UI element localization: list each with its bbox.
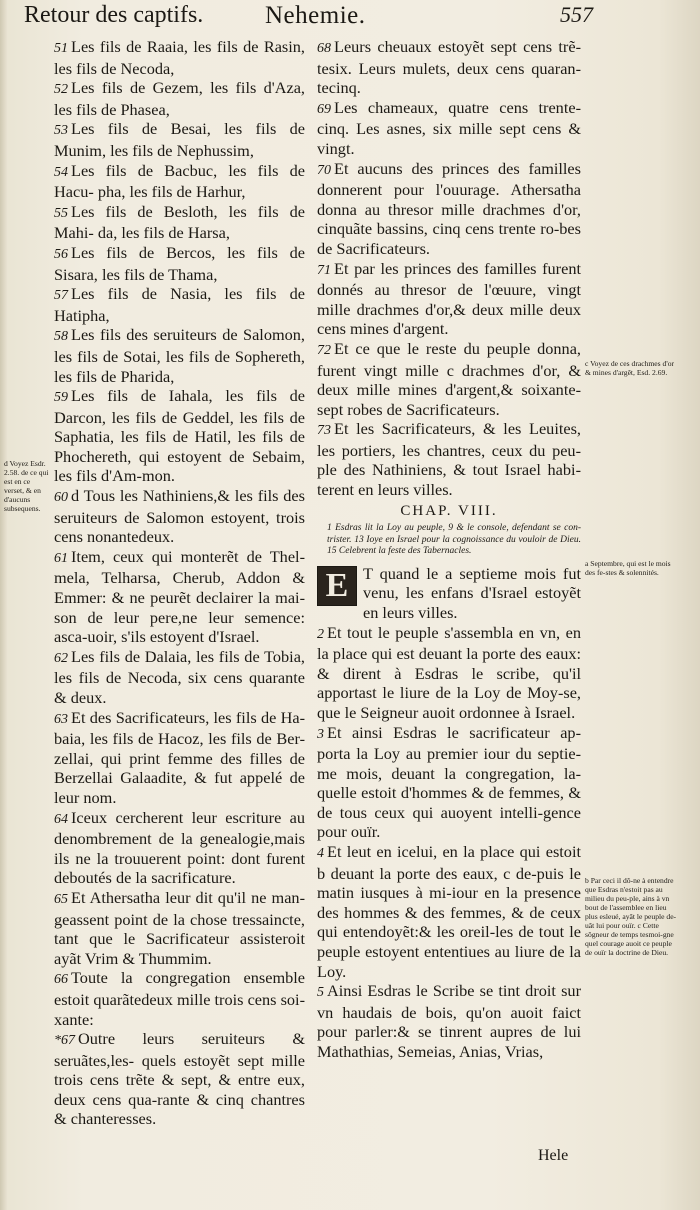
verse-text: Toute la congregation ensemble <box>71 968 305 988</box>
verse-number: 64 <box>54 811 68 827</box>
verse-continuation: denombrement de la genealogie,mais ils ne la trouuerent point: dont furent deboutés de la sacrificature. <box>54 829 305 888</box>
verse <box>317 419 581 499</box>
left-column <box>54 37 305 1129</box>
verse-number: 55 <box>54 205 68 221</box>
verse-continuation: les portiers, les chantres, ceux du peu-ple des Nathiniens, & tout Israel habi-terent en leurs villes. <box>317 440 581 500</box>
verse-text: Et tout le peuple s'assembla en vn, <box>327 622 561 642</box>
verse-number: 65 <box>54 891 68 907</box>
margin-note-b: b Par ceci il dõ-ne à entendre que Esdras n'estoit pas au milieu du peu-ple, ains à vn bout de l'assemblee en lieu plus esleué, ayãt le peuple de-uãt lui pour ouïr. c Cette sõgneur de temps tesmoi-gne quel courage auoit ce peuple de ouïr la doctrine de Dieu. <box>585 876 677 957</box>
verse <box>54 888 305 968</box>
page-number: 557 <box>560 2 593 27</box>
verse-text: Les fils de Bercos, les fils de Sisara, <box>54 242 305 284</box>
verse-number: 72 <box>317 342 331 358</box>
verse-continuation: geassent point de la chose tressaincte, tant que le Sacrificateur assisteroit ayãt Vrim & Thummim. <box>54 909 305 968</box>
verse <box>317 98 581 159</box>
verse-text: d Tous les Nathiniens,& les fils des <box>71 486 305 506</box>
verse <box>54 968 305 1029</box>
verse <box>317 623 581 723</box>
verse-continuation: tesix. Leurs mulets, deux cens quaran-tecinq. <box>317 58 581 98</box>
verse-text: Item, ceux qui monterẽt de Thel- <box>71 546 305 566</box>
catchword: Hele <box>538 1147 569 1164</box>
verse-continuation: fils de Necoda, <box>76 58 175 78</box>
verse <box>317 37 581 98</box>
verse-text: Les fils de Dalaia, les fils de Tobia, <box>71 646 305 666</box>
verse <box>54 486 305 547</box>
verse <box>317 723 581 843</box>
verse <box>54 161 305 202</box>
opening-text: T quand le a septieme mois fut venu, les enfans d'Israel estoyẽt en leurs villes. <box>363 563 581 622</box>
verse-continuation: estoit quarãtedeux mille trois cens soi-xante: <box>54 989 305 1029</box>
verse-text: Et des Sacrificateurs, les fils de Ha- <box>71 707 305 727</box>
verse-number: 53 <box>54 123 68 139</box>
right-column <box>317 37 581 1062</box>
verse-continuation: en la place qui est deuant la porte des eaux: & dirent à Esdras le scribe, qu'il apportast le liure de la Loy de Moy-se, que le Seigneur auoit ordonnee à Israel. <box>317 622 581 722</box>
verse-continuation: les fils de Geddel, les fils de Saphatia, les fils de Hatil, les fils de Phochereth, qui estoyent de Sebaim, les fils d'Am-mon. <box>54 407 305 486</box>
verse <box>317 981 581 1061</box>
verse-number: 51 <box>54 41 68 56</box>
running-head: Retour des captifs. <box>24 2 204 28</box>
verse-text: Ainsi Esdras le Scribe se tint droit <box>327 981 556 1001</box>
verse-text: Leurs cheuaux estoyẽt sept cens trẽ- <box>334 37 581 56</box>
verse-continuation: les fils de Nephussim, <box>110 140 254 160</box>
verse-text: Et Athersatha leur dit qu'il ne man- <box>71 887 305 907</box>
verse <box>54 119 305 160</box>
verse <box>54 78 305 119</box>
verse-number: 57 <box>54 288 68 304</box>
verse-continuation: les fils de Necoda, six cens quarante & deux. <box>54 668 305 707</box>
chapter-heading: CHAP. VIII. <box>400 502 498 519</box>
verse-continuation: cinq. Les asnes, six mille sept cens & vingt. <box>317 119 581 158</box>
verse-number: 60 <box>54 490 68 506</box>
verse-continuation: da, les fils de Harsa, <box>97 223 230 243</box>
verse-continuation: estoit b deuant la porte des eaux, c de-puis le matin iusques à mi-iour en la presence des hommes & des femmes, & de ceux qui entendoyẽt:& les oreil-les de tout le peuple estoyent ententiues au liure de la Loy. <box>317 842 581 981</box>
right-verses-after-chapter <box>317 623 581 1062</box>
verse-continuation: quels estoyẽt sept mille trois cens trẽte & sept, & entre eux, deux cens qua-rante & cinq chantres & chanteresses. <box>54 1050 305 1129</box>
verse-number: 52 <box>54 82 68 98</box>
verse-text: Et aucuns des princes des familles <box>334 158 581 178</box>
verse-number: 4 <box>317 846 324 862</box>
verse-number: 66 <box>54 972 68 988</box>
verse-text: Les fils de Iahala, les fils de Darcon, <box>54 386 305 427</box>
verse-number: 3 <box>317 726 324 742</box>
verse-text: Les fils de Besloth, les fils de Mahi- <box>54 201 305 243</box>
verse-number: 70 <box>317 162 331 178</box>
verse <box>54 708 305 808</box>
verse-text: Et leut en icelui, en la place qui <box>327 842 541 862</box>
verse-number: 61 <box>54 550 68 566</box>
right-verses-before-chapter <box>317 37 581 500</box>
chapter-summary: 1 Esdras lit la Loy au peuple, 9 & le console, defendant se con-trister. 13 Ioye en Israel pour la cognoissance du vouloir de Dieu. 15 Celebrent la feste des Tabernacles. <box>327 523 581 557</box>
page-gutter-shadow <box>0 0 8 1210</box>
drop-cap: E <box>317 566 357 606</box>
verse-text: Les fils de Raaia, les fils de Rasin, les <box>54 37 305 78</box>
verse <box>54 37 305 78</box>
verse-number: 69 <box>317 101 331 117</box>
verse <box>317 842 581 981</box>
margin-note-c: c Voyez de ces drachmes d'or & mines d'argẽt, Esd. 2.69. <box>585 359 675 377</box>
verse-continuation: les fils de Thama, <box>101 264 218 284</box>
verse-continuation: pha, les fils de Harhur, <box>97 182 246 202</box>
verse <box>54 243 305 284</box>
verse-text: Outre leurs seruiteurs & seruãtes,les- <box>54 1029 305 1070</box>
verse <box>54 647 305 708</box>
verse-text: Les chameaux, quatre cens trente- <box>334 97 581 117</box>
verse-number: 54 <box>54 164 68 180</box>
chapter-opening <box>317 564 581 623</box>
verse-text: Et ce que le reste du peuple donna, <box>334 338 581 358</box>
verse-continuation: furent vingt mille c drachmes d'or, & deux mille mines d'argent,& soixante-sept robes de Sacrificateurs. <box>317 360 581 419</box>
verse-continuation: seruiteurs de Salomon estoyent, trois cens nonantedeux. <box>54 507 305 547</box>
margin-note-d: d Voyez Esdr. 2.58. de ce qui est en ce verset, & en d'aucuns subsequens. <box>4 459 49 513</box>
verse-number: 58 <box>54 329 68 345</box>
verse <box>54 1029 305 1129</box>
verse-number: 73 <box>317 423 331 439</box>
book-title: Nehemie. <box>265 2 366 29</box>
verse-continuation: donnés au thresor de l'œuure, vingt mille drachmes d'or,& deux mille deux cens mines d'argent. <box>317 280 581 339</box>
verse-number: 5 <box>317 985 324 1001</box>
verse-number: 56 <box>54 246 68 262</box>
verse-text: Et les Sacrificateurs, & les Leuites, <box>334 419 581 439</box>
verse-number: 68 <box>317 41 331 56</box>
verse-text: Les fils de Bacbuc, les fils de Hacu- <box>54 160 305 202</box>
verse-continuation: baia, les fils de Hacoz, les fils de Ber-zellai, qui print femme des filles de Berzellai Galaadite, & fut appelé de leur nom. <box>54 729 305 807</box>
verse <box>54 284 305 325</box>
verse-number: 2 <box>317 626 324 642</box>
verse-number: 71 <box>317 262 331 278</box>
verse-continuation: donnerent pour l'ouurage. Athersatha donna au thresor mille drachmes d'or, cinquãte bassins, cinq cens trente ro-bes de Sacrificateurs. <box>317 180 581 258</box>
verse <box>54 325 305 386</box>
verse-text: Les fils de Nasia, les fils de Hatipha, <box>54 284 305 325</box>
verse <box>54 386 305 486</box>
verse-text: Et par les princes des familles furent <box>334 258 581 278</box>
verse-text: Et ainsi Esdras le sacrificateur ap- <box>327 722 581 742</box>
verse-number: 63 <box>54 711 68 727</box>
verse-continuation: fils de Phasea, <box>76 99 170 119</box>
verse-continuation: mela, Telharsa, Cherub, Addon & Emmer: & ne peurẽt declairer la mai-son de leur pere,ne leur semence: asca-uoir, s'ils estoyent d'Israel. <box>54 568 305 647</box>
verse-number: *67 <box>54 1033 75 1049</box>
verse-text: Les fils de Gezem, les fils d'Aza, les <box>54 78 305 119</box>
verse <box>54 808 305 888</box>
verse-continuation: porta la Loy au premier iour du septie-me mois, deuant la congregation, la-quelle estoit d'hommes & de femmes, & de tous ceux qui auoyent intelli-gence pour ouïr. <box>317 744 581 842</box>
margin-note-a: a Septembre, qui est le mois des fe-stes & solennités. <box>585 559 671 577</box>
verse-continuation: sur vn haudais de bois, qu'on auoit faict pour parler:& se tinrent aupres de lui Mathathias, Semeias, Anias, Vrias, <box>317 981 581 1061</box>
verse-number: 59 <box>54 390 68 406</box>
verse-text: Les fils des seruiteurs de Salomon, <box>71 325 305 345</box>
verse-continuation: les fils de Sotai, les fils de Sophereth, les fils de Pharida, <box>54 346 305 386</box>
verse-text: Les fils de Besai, les fils de Munim, <box>54 119 305 160</box>
verse-text: Iceux cercherent leur escriture au <box>71 807 305 827</box>
verse <box>54 547 305 647</box>
verse <box>317 159 581 259</box>
verse <box>54 202 305 243</box>
verse <box>317 259 581 339</box>
verse-number: 62 <box>54 650 68 666</box>
verse <box>317 339 581 419</box>
